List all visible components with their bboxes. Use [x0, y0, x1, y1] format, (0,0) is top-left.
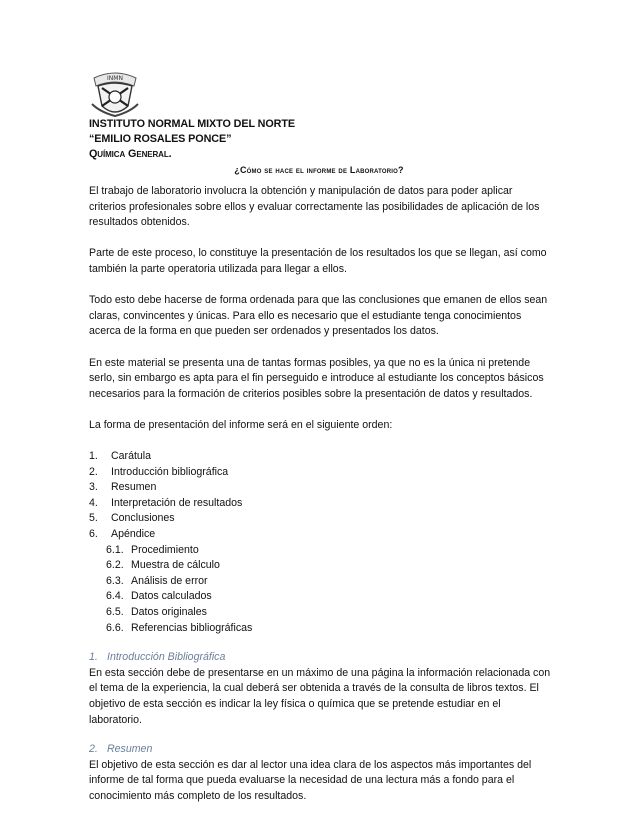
- intro-paragraph-2: Parte de este proceso, lo constituye la presentación de los resultados los que se llegan, así como también la parte operatoria utilizada para llegar a ellos.: [89, 247, 547, 275]
- intro-paragraph-1: El trabajo de laboratorio involucra la obtención y manipulación de datos para poder aplicar criterios profesionales sobre ellos y evaluar correctamente las posibilidades de aplicación de los resultados obtenidos.: [89, 185, 540, 229]
- section-title: Introducción Bibliográfica: [107, 651, 226, 664]
- document-title: ¿Cómo se hace el informe de Laboratorio?: [234, 165, 404, 175]
- list-label: Carátula: [111, 450, 152, 463]
- appendix-sublist: [89, 543, 551, 637]
- sublist-item: [106, 589, 551, 605]
- sublist-label: Datos originales: [131, 606, 207, 619]
- document-body: [89, 184, 551, 819]
- list-label: Introducción bibliográfica: [111, 465, 229, 478]
- document-header: [89, 117, 559, 162]
- list-number: 6.: [89, 528, 98, 541]
- sublist-item: [106, 558, 551, 574]
- list-number: 2.: [89, 465, 98, 478]
- sublist-number: 6.1.: [106, 543, 124, 556]
- list-label: Apéndice: [111, 528, 156, 541]
- list-label: Conclusiones: [111, 512, 175, 525]
- intro-paragraph-3: Todo esto debe hacerse de forma ordenada para que las conclusiones que emanen de ellos sean claras, convincentes y únicas. Para ello es necesario que el estudiante tenga conocimientos acerca de la forma en que pueden ser ordenados y presentados los datos.: [89, 294, 548, 338]
- list-item: [89, 449, 551, 465]
- list-number: 1.: [89, 450, 98, 463]
- sublist-number: 6.6.: [106, 621, 124, 634]
- list-label: Interpretación de resultados: [111, 496, 243, 509]
- school-crest-logo: [88, 66, 142, 120]
- sublist-number: 6.3.: [106, 574, 124, 587]
- section-number: 2.: [89, 743, 98, 756]
- section-text: El objetivo de esta sección es dar al lector una idea clara de los aspectos más importantes del informe de tal forma que pueda evaluarse la necesidad de una lectura más a fondo para el conocimiento más completo de los resultados.: [89, 758, 532, 802]
- list-number: 4.: [89, 496, 98, 509]
- sublist-label: Muestra de cálculo: [131, 559, 220, 572]
- sublist-label: Procedimiento: [131, 543, 199, 556]
- sublist-item: [106, 574, 551, 590]
- sublist-number: 6.4.: [106, 590, 124, 603]
- list-number: 5.: [89, 512, 98, 525]
- sublist-item: [106, 605, 551, 621]
- intro-paragraph-5: La forma de presentación del informe será en el siguiente orden:: [89, 418, 393, 431]
- list-item: [89, 496, 551, 512]
- subject-name: Química General.: [89, 148, 172, 160]
- institution-name: INSTITUTO NORMAL MIXTO DEL NORTE: [89, 118, 295, 130]
- sublist-number: 6.2.: [106, 559, 124, 572]
- intro-paragraph-4: En este material se presenta una de tantas formas posibles, ya que no es la única ni pretende serlo, sin embargo es apta para el fin perseguido e introduce al estudiante los conceptos básicos necesarios para la formación de criterios posibles sobre la presentación de datos y resultados.: [89, 356, 544, 400]
- list-item: [89, 527, 551, 543]
- section-text: En esta sección debe de presentarse en un máximo de una página la información relacionada con el tema de la experiencia, la cual deberá ser obtenida a través de la consulta de libros textos. El objetivo de esta sección es indicar la ley física o química que se pretende estudiar en el laboratorio.: [89, 666, 551, 726]
- report-outline: [89, 449, 551, 636]
- section-heading: [89, 650, 551, 666]
- section-heading: [89, 742, 551, 758]
- sublist-item: [106, 543, 551, 559]
- list-number: 3.: [89, 481, 98, 494]
- section-title: Resumen: [107, 743, 153, 756]
- svg-text:INMN: INMN: [107, 75, 123, 82]
- sublist-label: Análisis de error: [131, 574, 208, 587]
- sublist-item: [106, 621, 551, 637]
- appendix-container: [89, 543, 551, 637]
- section-resumen: [89, 742, 551, 804]
- sublist-label: Datos calculados: [131, 590, 212, 603]
- list-item: [89, 465, 551, 481]
- sublist-label: Referencias bibliográficas: [131, 621, 253, 634]
- school-name: “EMILIO ROSALES PONCE”: [89, 133, 232, 145]
- list-item: [89, 511, 551, 527]
- section-introduccion: [89, 650, 551, 728]
- sublist-number: 6.5.: [106, 606, 124, 619]
- list-item: [89, 480, 551, 496]
- list-label: Resumen: [111, 481, 157, 494]
- section-number: 1.: [89, 651, 98, 664]
